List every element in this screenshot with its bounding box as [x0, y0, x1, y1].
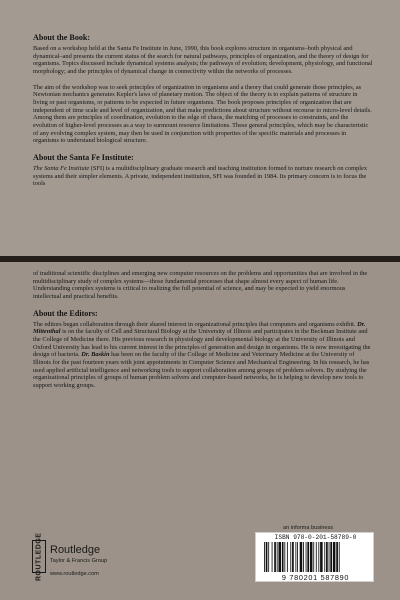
- isbn-barcode: [255, 532, 374, 582]
- about-sfi-heading: About the Santa Fe Institute:: [33, 152, 134, 162]
- barcode-bars: [264, 542, 368, 572]
- barcode-bar: [272, 542, 273, 572]
- upper-text: [33, 33, 373, 196]
- routledge-logo-mark: ROUTLEDGE: [32, 540, 46, 573]
- barcode-bar: [310, 542, 313, 572]
- barcode-bar: [292, 542, 294, 572]
- barcode-bar: [329, 542, 330, 572]
- barcode-bar: [307, 542, 309, 572]
- barcode-bar: [303, 542, 304, 572]
- barcode-bar: [295, 542, 296, 572]
- barcode-bar: [333, 542, 336, 572]
- barcode-bar: [313, 542, 314, 572]
- sfi-name: The Santa Fe Institute: [33, 164, 90, 172]
- barcode-bar: [324, 542, 325, 572]
- barcode-bar: [306, 542, 307, 572]
- ean-number: 9 780201 587890: [281, 573, 350, 582]
- barcode-bar: [330, 542, 332, 572]
- about-sfi-paragraph-2: of traditional scientific disciplines and emerging new computer resources on the problems and opportunities that are involved in the multidisciplinary study of complex systems—those fundamental processes that shape almost every aspect of human life. Understanding complex systems is critical to realizing the full potential of science, and may be expected to yield enormous intellectual and practical benefits.: [33, 270, 368, 300]
- informa-tagline: an informa business: [283, 525, 334, 531]
- barcode-bar: [284, 542, 285, 572]
- publisher-group: Taylor & Francis Group: [50, 558, 108, 564]
- barcode-bar: [278, 542, 281, 572]
- barcode-bar: [320, 542, 323, 572]
- barcode-bar: [316, 542, 317, 572]
- barcode-bar: [297, 542, 298, 572]
- about-sfi-paragraph-1: [33, 165, 373, 188]
- publisher-logo: [32, 532, 162, 581]
- publisher-url: www.routledge.com: [50, 571, 99, 577]
- editor-name-mittenthal: Dr. Mittenthal: [33, 320, 366, 336]
- isbn-text: ISBN 978-0-201-58789-0: [274, 534, 357, 541]
- barcode-bar: [277, 542, 278, 572]
- publisher-name: Routledge: [50, 544, 101, 556]
- lower-text: [33, 270, 373, 398]
- about-book-paragraph-1: Based on a workshop held at the Santa Fe Institute in June, 1990, this book explores structure in organisms–both physical and dynamical–and presents the current status of the search for natural pathways, principles of organization, and the theory of design for organisms. Topics discussed include dynamical systems analysis; the pathways of evolution; development, physiology, and functional morphology; and the principles of dynamical change in connectivity within the networks of processes.: [33, 45, 373, 75]
- barcode-bar: [339, 542, 340, 572]
- barcode-bar: [336, 542, 338, 572]
- barcode-bar: [287, 542, 288, 572]
- barcode-bar: [326, 542, 328, 572]
- barcode-bar: [290, 542, 291, 572]
- barcode-bar: [300, 542, 303, 572]
- barcode-bar: [274, 542, 276, 572]
- about-book-paragraph-2: The aim of the workshop was to seek principles of organization in organisms and a theory that could generate those principles, as Newtonian mechanics generates Kepler's laws of planetary motion. The object of the theory is to explain patterns of structure in living or past organisms, or patterns to be expected in future organisms. The book proposes principles of organization that are independent of time scale and level of organization, and that make predictions about structure without recourse to micro-level details. Among them are principles of coordination, evolution to the edge of chaos, the matching of processes to constraints, and the evolution of higher-level processes as a way to surmount resource limitations. These general principles, which may be characteristic of any evolving complex system, may then be used in conjunction with properties of the specific materials and processes in organisms to understand biological structure.: [33, 83, 372, 145]
- about-editors-heading: About the Editors:: [33, 308, 98, 318]
- about-editors-paragraph: The editors began collaboration through their shared interest in organizational principles that computers and organisms exhibit. Dr. Mittenthal is on the faculty of Cell and Structural Biology at the University of Illinois and participates in the Beckman Institute and the College of Medicine there. His previous research in physiology and developmental biology at the University of Illinois and Oxford University has lead to his current interest in the principles of generation and design in organisms. He is now investigating the design of bacteria. Dr. Baskin has been on the faculty of the College of Medicine and Veterinary Medicine at the University of Illinois for the past fourteen years with joint appointments in Computer Science and Mechanical Engineering. In his research, he has used applied artificial intelligence and networking tools to support collaboration among groups of problem solvers. By studying the organizational principles of groups of human problem solvers and computer-based networks, he is helping to develop new tools to support working groups.: [33, 320, 371, 389]
- about-book-heading: About the Book:: [33, 33, 91, 42]
- barcode-bar: [268, 542, 269, 572]
- barcode-bar: [282, 542, 284, 572]
- barcode-bar: [264, 542, 265, 572]
- sfi-text: (SFI) is a multidisciplinary graduate research and teaching institution formed to nurture research on complex systems and their simpler elements. A private, independent institution, SFI was founded in 1984. Its primary concern is to focus the tools: [33, 164, 368, 188]
- barcode-bar: [318, 542, 319, 572]
- barcode-bar: [266, 542, 268, 572]
- editor-name-baskin: Dr. Baskin: [81, 351, 110, 359]
